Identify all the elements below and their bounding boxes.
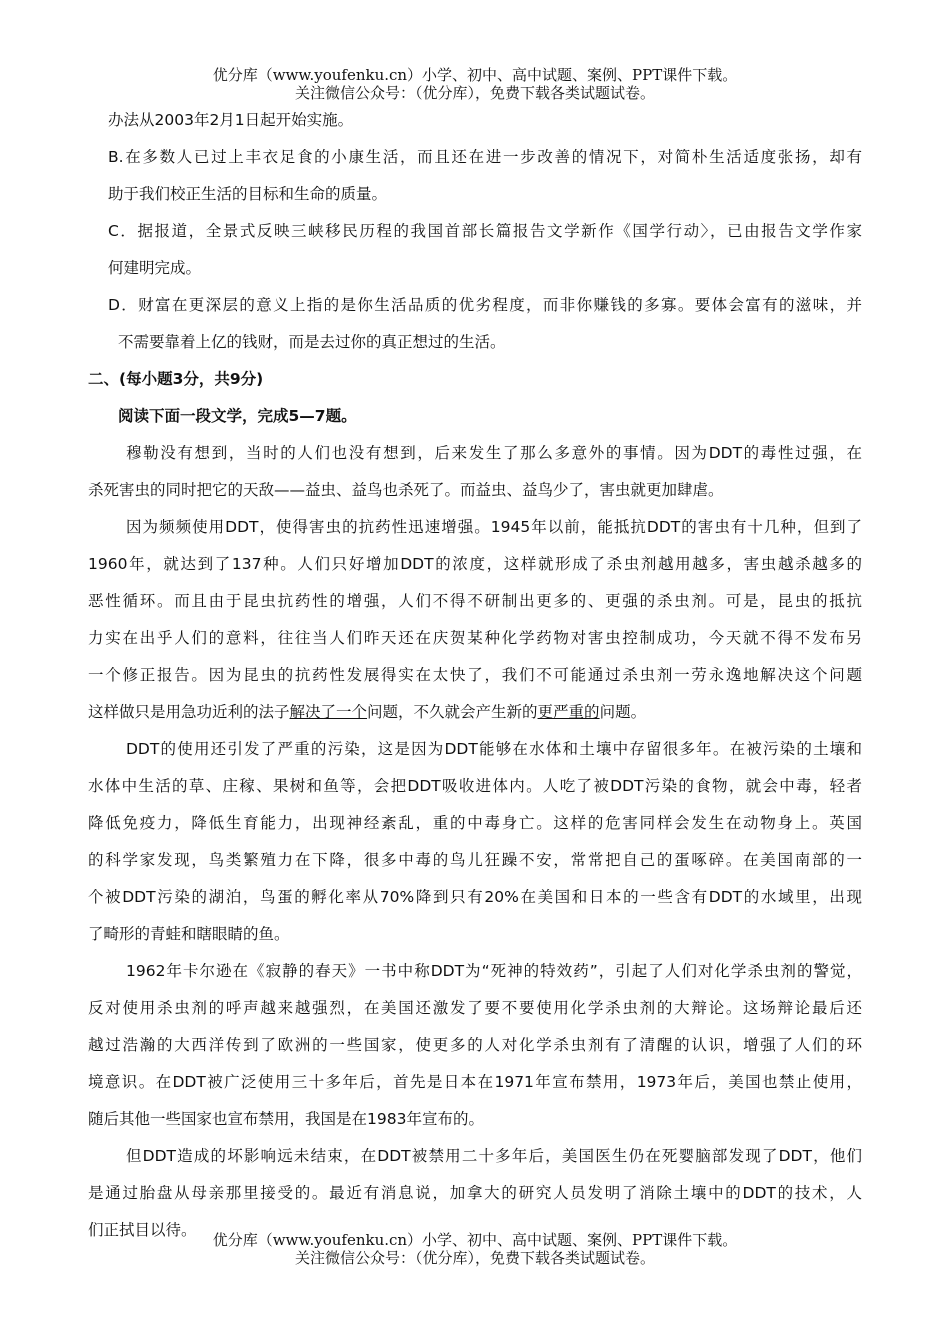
option-b-line-2: 助于我们校正生活的目标和生命的质量。: [108, 185, 388, 203]
underlined-text: 更严重的: [537, 703, 600, 721]
header-line-1: 优分库（www.youfenku.cn）小学、初中、高中试题、案例、PPT课件下载。: [212, 66, 738, 84]
passage-p5-line-3: 们正拭目以待。: [88, 1221, 197, 1239]
passage-p1-line-1: 穆勒没有想到，当时的人们也没有想到，后来发生了那么多意外的事情。因为DDT的毒性过强，在: [126, 444, 862, 462]
passage-p2-line-5: 一个修正报告。因为昆虫的抗药性发展得实在太快了，我们不可能通过杀虫剂一劳永逸地解决这个问题: [88, 666, 862, 684]
passage-p2-line-2: 1960年，就达到了137种。人们只好增加DDT的浓度，这样就形成了杀虫剂越用越多，害虫越杀越多的: [88, 555, 862, 573]
page-header: [0, 66, 950, 102]
option-d-line-2: 不需要靠着上亿的钱财，而是去过你的真正想过的生活。: [118, 333, 506, 351]
header-line-2: 关注微信公众号：（优分库），免费下载各类试题试卷。: [294, 84, 655, 102]
passage-p3-line-1: DDT的使用还引发了严重的污染，这是因为DDT能够在水体和土壤中存留很多年。在被污染的土壤和: [126, 740, 862, 758]
text-segment: 这样做只是用急功近利的法子: [88, 703, 290, 721]
passage-p2-line-3: 恶性循环。而且由于昆虫抗药性的增强，人们不得不研制出更多的、更强的杀虫剂。可是，昆虫的抵抗: [88, 592, 862, 610]
option-a-tail: 办法从2003年2月1日起开始实施。: [108, 111, 354, 129]
footer-line-2: 关注微信公众号：（优分库），免费下载各类试题试卷。: [294, 1249, 655, 1267]
passage-p3-line-5: 个被DDT污染的湖泊，鸟蛋的孵化率从70%降到只有20%在美国和日本的一些含有DDT的水域里，出现: [88, 888, 862, 906]
option-c-line-1: C．据报道，全景式反映三峡移民历程的我国首部长篇报告文学新作《国学行动〉，已由报告文学作家: [108, 222, 862, 240]
page-footer: [0, 1231, 950, 1267]
footer-line-1: 优分库（www.youfenku.cn）小学、初中、高中试题、案例、PPT课件下载。: [212, 1231, 738, 1249]
passage-p4-line-5: 随后其他一些国家也宣布禁用，我国是在1983年宣布的。: [88, 1110, 484, 1128]
passage-p5-line-1: 但DDT造成的坏影响远未结束，在DDT被禁用二十多年后，美国医生仍在死婴脑部发现了DDT，他们: [126, 1147, 862, 1165]
passage-p2-line-1: 因为频频使用DDT，使得害虫的抗药性迅速增强。1945年以前，能抵抗DDT的害虫有十几种，但到了: [126, 518, 862, 536]
passage-p2-line-6: [88, 694, 862, 731]
text-segment: 问题。: [599, 703, 647, 721]
passage-p4-line-2: 反对使用杀虫剂的呼声越来越强烈，在美国还激发了要不要使用化学杀虫剂的大辩论。这场辩论最后还: [88, 999, 862, 1017]
passage-p4-line-3: 越过浩瀚的大西洋传到了欧洲的一些国家，使更多的人对化学杀虫剂有了清醒的认识，增强了人们的环: [88, 1036, 862, 1054]
passage-p3-line-3: 降低免疫力，降低生育能力，出现神经紊乱，重的中毒身亡。这样的危害同样会发生在动物身上。英国: [88, 814, 862, 832]
passage-p4-line-4: 境意识。在DDT被广泛使用三十多年后，首先是日本在1971年宣布禁用，1973年后，美国也禁止使用，: [88, 1073, 862, 1091]
passage-p3-line-2: 水体中生活的草、庄稼、果树和鱼等，会把DDT吸收进体内。人吃了被DDT污染的食物，就会中毒，轻者: [88, 777, 862, 795]
passage-p2-line-4: 力实在出乎人们的意料，往往当人们昨天还在庆贺某种化学药物对害虫控制成功，今天就不得不发布另: [88, 629, 862, 647]
passage-p5-line-2: 是通过胎盘从母亲那里接受的。最近有消息说，加拿大的研究人员发明了消除土壤中的DDT的技术，人: [88, 1184, 862, 1202]
passage-p4-line-1: 1962年卡尔逊在《寂静的春天》一书中称DDT为“死神的特效药”，引起了人们对化学杀虫剂的警觉，: [126, 962, 862, 980]
underlined-text: 解决了一个: [289, 703, 368, 721]
option-d-line-1: D．财富在更深层的意义上指的是你生活品质的优劣程度，而非你赚钱的多寡。要体会富有的滋味，并: [108, 296, 862, 314]
document-body: [88, 102, 862, 1249]
option-b-line-1: B.在多数人已过上丰衣足食的小康生活，而且还在进一步改善的情况下，对简朴生活适度张扬，却有: [108, 148, 862, 166]
passage-p1-line-2: 杀死害虫的同时把它的天敌——益虫、益鸟也杀死了。而益虫、益鸟少了，害虫就更加肆虐。: [88, 481, 724, 499]
passage-p3-line-6: 了畸形的青蛙和瞎眼睛的鱼。: [88, 925, 290, 943]
option-c-line-2: 何建明完成。: [108, 259, 202, 277]
section-instruction: 阅读下面一段文学，完成5—7题。: [118, 407, 357, 425]
text-segment: 问题，不久就会产生新的: [367, 703, 538, 721]
passage-p3-line-4: 的科学家发现，鸟类繁殖力在下降，很多中毒的鸟儿狂躁不安，常常把自己的蛋啄碎。在美国南部的一: [88, 851, 862, 869]
section-heading: 二、(每小题3分，共9分): [88, 370, 264, 388]
